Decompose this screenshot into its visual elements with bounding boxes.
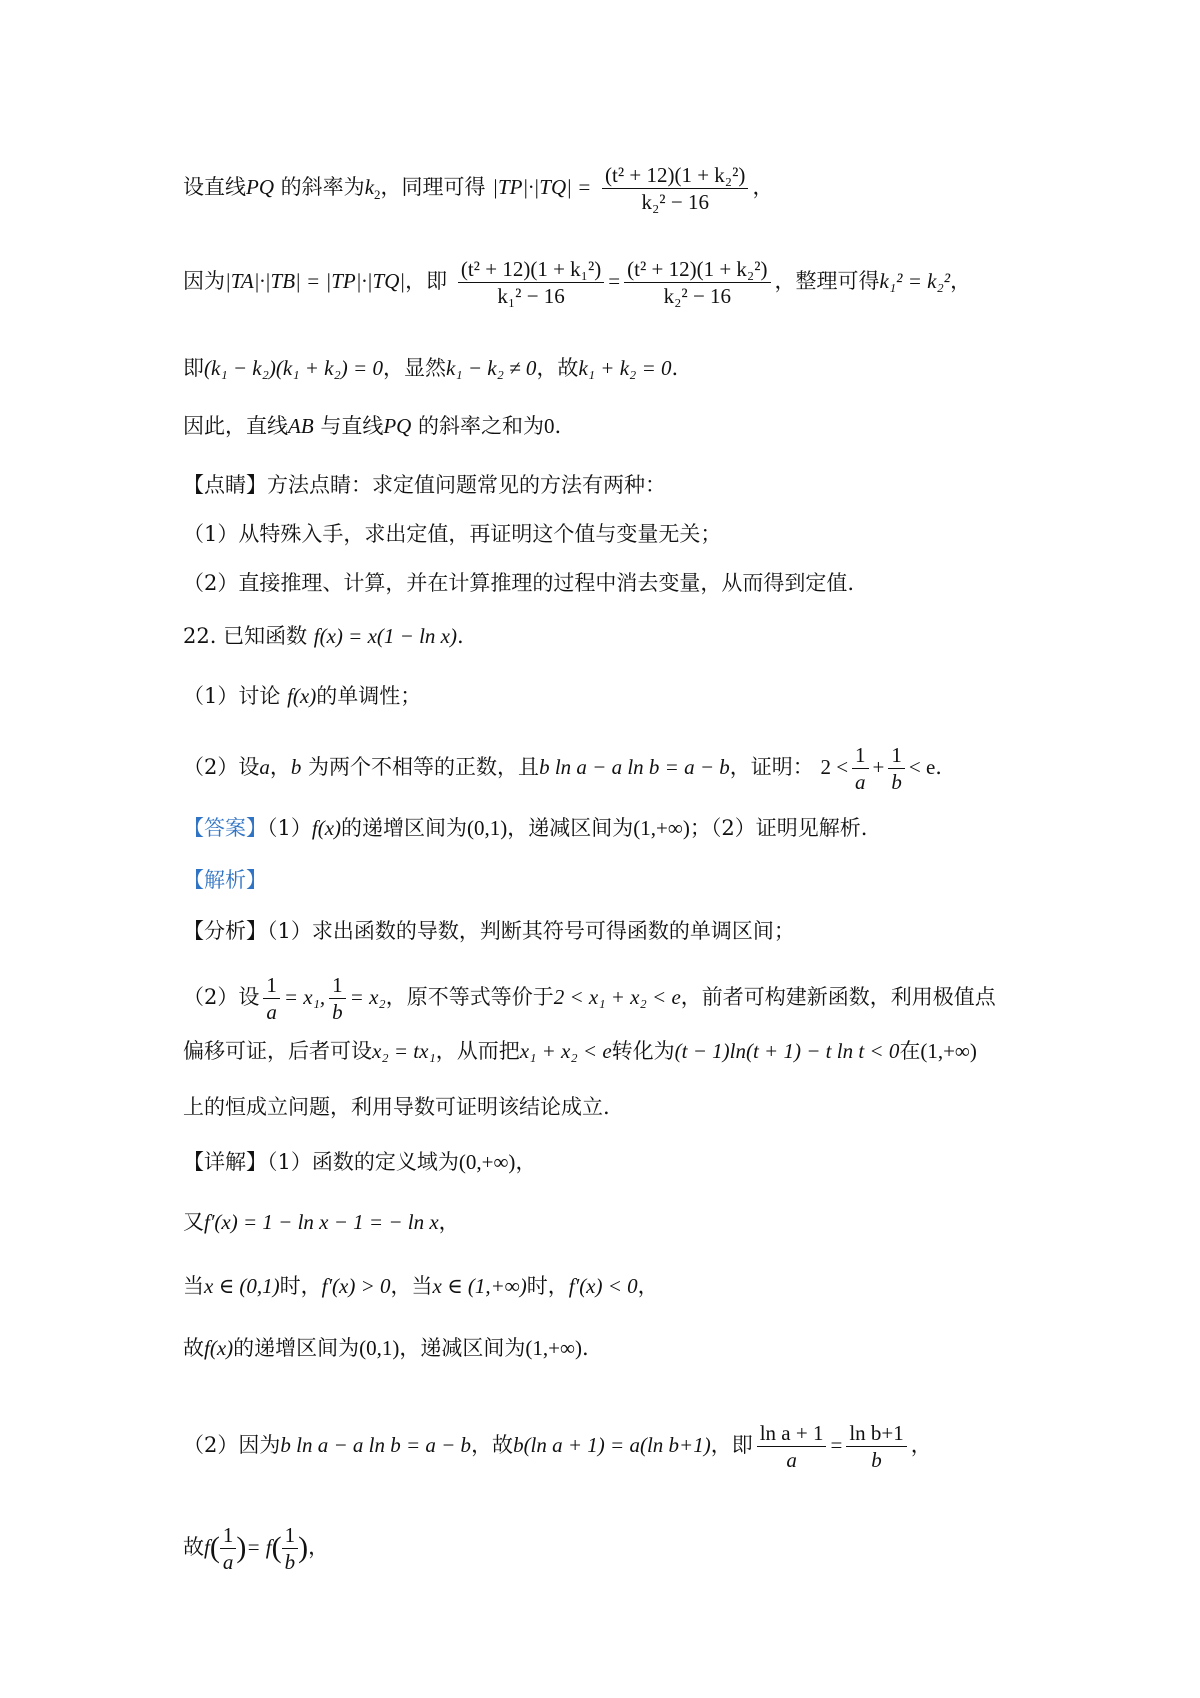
fraction: $\frac{1}{a}$: [263, 972, 280, 1025]
fraction: $\frac{\text{ln a + 1}}{a}$: [757, 1420, 827, 1473]
fraction: $\frac{\text{(t² + 12)(1 + k₁²)}}{\text{k₁² − 16}}$: [458, 256, 604, 309]
fraction: $\frac{\text{(t² + 12)(1 + k₂²)}}{\text{k₂² − 16}}$: [602, 162, 748, 215]
fraction: $\frac{1}{b}$: [888, 742, 905, 795]
fraction: $\frac{1}{a}$: [852, 742, 869, 795]
line-slope-pq: 设直线PQ 的斜率为$k_2$，同理可得 |TP|·|TQ| = $\frac{\text{(t² + 12)(1 + k₂²)}}{\text{k₂² − 16}}$ ，: [183, 163, 774, 214]
problem-22: 22. 已知函数 f(x) = x(1 − ln x).: [183, 624, 464, 648]
answer-tag: 【答案】: [183, 816, 267, 840]
tip-method-2: （2）直接推理、计算，并在计算推理的过程中消去变量，从而得到定值.: [183, 571, 855, 595]
detail-domain: 【详解】（1）函数的定义域为(0,+∞)，: [183, 1150, 537, 1174]
analysis-tag: 【解析】: [183, 868, 267, 892]
detail-sign: 当x ∈ (0,1)时，f′(x) > 0，当x ∈ (1,+∞)时，f′(x) < 0，: [183, 1274, 659, 1298]
fraction: $\frac{\text{ln b+1}}{b}$: [846, 1420, 906, 1473]
fraction: $\frac{1}{b}$: [329, 972, 346, 1025]
detail-intervals: 故f(x)的递增区间为(0,1)，递减区间为(1,+∞).: [183, 1336, 589, 1360]
analysis-part-1: 【分析】（1）求出函数的导数，判断其符号可得函数的单调区间；: [183, 919, 795, 943]
fraction: $\frac{1}{b}$: [282, 1522, 299, 1575]
line-equal-products: 因为|TA|·|TB| = |TP|·|TQ|，即 $\frac{\text{(t² + 12)(1 + k₁²)}}{\text{k₁² − 16}}$ = $\frac{\text{(t² + 12)(1 + k₂²)}}{\text{k₂² − 16}}$ ，整理可得k₁² = k₂²，: [183, 257, 972, 308]
line-conclusion: 因此，直线AB 与直线PQ 的斜率之和为0.: [183, 414, 562, 438]
analysis-part-2: （2）设 $\frac{1}{a}$ = x₁, $\frac{1}{b}$ = x₂，原不等式等价于2 < x₁ + x₂ < e，前者可构建新函数，利用极值点: [183, 973, 996, 1024]
fraction: $\frac{\text{(t² + 12)(1 + k₂²)}}{\text{k₂² − 16}}$: [624, 256, 770, 309]
tip-heading: 【点睛】方法点睛：求定值问题常见的方法有两种：: [183, 473, 666, 497]
tip-method-1: （1）从特殊入手，求出定值，再证明这个值与变量无关；: [183, 522, 722, 546]
math-tp-tq: |TP|·|TQ| =: [492, 175, 592, 199]
problem-22-part-2: （2）设a，b 为两个不相等的正数，且b ln a − a ln b = a − b，证明： 2 < $\frac{1}{a}$ + $\frac{1}{b}$ < e.: [183, 743, 942, 794]
answer: 【答案】（1）f(x)的递增区间为(0,1)，递减区间为(1,+∞)；（2）证明见解析.: [183, 816, 868, 840]
analysis-part-2-end: 上的恒成立问题，利用导数可证明该结论成立.: [183, 1095, 610, 1119]
detail-derivative: 又f′(x) = 1 − ln x − 1 = − ln x，: [183, 1210, 460, 1234]
analysis-part-2-cont: 偏移可证，后者可设x₂ = tx₁，从而把x₁ + x₂ < e转化为(t − 1)ln(t + 1) − t ln t < 0在(1,+∞): [183, 1039, 977, 1063]
line-k-relation: 即(k₁ − k₂)(k₁ + k₂) = 0，显然k₁ − k₂ ≠ 0，故k₁ + k₂ = 0.: [183, 356, 679, 380]
detail-f-equal: 故f( $\frac{1}{a}$ )= f( $\frac{1}{b}$ )，: [183, 1523, 330, 1574]
fraction: $\frac{1}{a}$: [220, 1522, 237, 1575]
problem-22-part-1: （1）讨论 f(x)的单调性；: [183, 684, 422, 708]
detail-part-2: （2）因为b ln a − a ln b = a − b，故b(ln a + 1) = a(ln b+1)，即 $\frac{\text{ln a + 1}}{a}$ = $\frac{\text{ln b+1}}{b}$ ，: [183, 1421, 932, 1472]
